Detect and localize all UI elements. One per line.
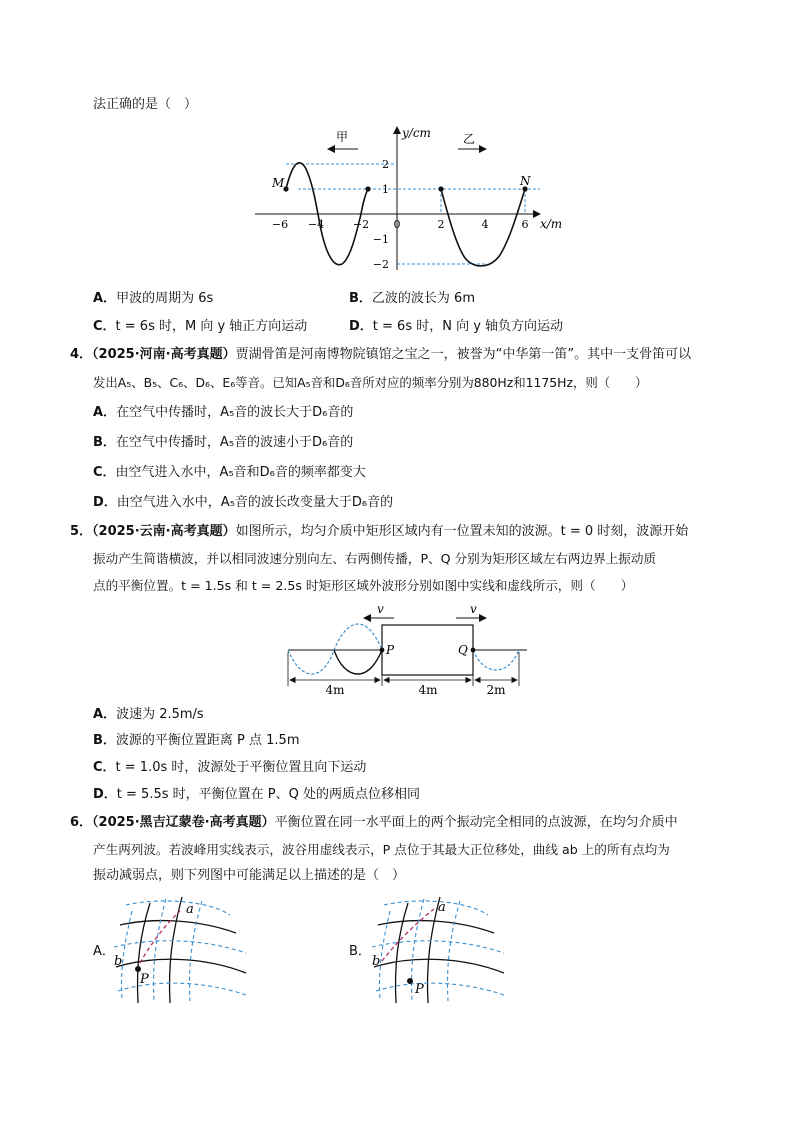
label-b: b (114, 954, 123, 969)
svg-text:−4: −4 (307, 218, 325, 231)
curve-ab (382, 909, 434, 961)
svg-text:1: 1 (382, 183, 389, 196)
option-text: 在空气中传播时，A₅音的波长大于D₆音的 (116, 405, 354, 420)
option-text: 乙波的波长为 6m (371, 291, 475, 306)
wave-yi-start (438, 186, 443, 191)
q5-wave-figure (284, 600, 534, 700)
dimension-label-1: 4m (325, 683, 345, 697)
x-ticks (272, 218, 529, 231)
velocity-left-label: v (377, 602, 384, 616)
label-p: P (415, 982, 424, 997)
wave-dashed-right (473, 650, 519, 670)
option-label: D． (349, 319, 373, 334)
q5-stem-line3: 点的平衡位置。t = 1.5s 和 t = 2.5s 时矩形区域外波形分别如图中实线和虚线所示，则（ ） (93, 578, 634, 593)
option-label: D． (93, 495, 117, 510)
q4-stem-line2: 发出A₅、B₅、C₆、D₆、E₆等音。已知A₅音和D₆音所对应的频率分别为880Hz和1175Hz，则（ ） (93, 375, 648, 390)
option-text: t = 6s 时，M 向 y 轴正方向运动 (115, 319, 308, 334)
q6-stem-line3: 振动减弱点，则下列图中可能满足以上描述的是（ ） (93, 868, 406, 883)
question-source: （2025·黑吉辽蒙卷·高考真题） (92, 815, 275, 830)
velocity-right-label: v (470, 602, 477, 616)
svg-text:6: 6 (521, 218, 529, 231)
question-source: （2025·河南·高考真题） (92, 347, 236, 362)
svg-text:−6: −6 (271, 218, 289, 231)
q4-option-d (93, 493, 393, 513)
q6-option-a-label: A． (93, 944, 115, 959)
question-number: 4． (70, 347, 93, 362)
point-q (471, 648, 476, 653)
point-p (380, 648, 385, 653)
option-text: 波源的平衡位置距离 P 点 1.5m (115, 733, 300, 748)
dimension-label-3: 2m (486, 683, 506, 697)
x-axis-label: x/m (540, 217, 563, 231)
svg-text:0: 0 (393, 218, 401, 231)
point-p-label: P (386, 643, 395, 657)
wave-dashed-left (288, 624, 382, 674)
label-p: P (140, 972, 149, 987)
question-number: 5． (70, 524, 93, 539)
option-label: D． (93, 787, 117, 802)
dimension-label-2: 4m (418, 683, 438, 697)
option-text: t = 5.5s 时，平衡位置在 P、Q 处的两质点位移相同 (116, 787, 420, 802)
q3-option-c (93, 317, 307, 337)
q3-option-b (349, 289, 475, 309)
option-label: B． (93, 435, 116, 450)
q4-option-c (93, 463, 366, 483)
label-a: a (186, 902, 194, 917)
option-label: B． (93, 733, 116, 748)
option-text: t = 6s 时，N 向 y 轴负方向运动 (372, 319, 564, 334)
point-n-label: N (520, 174, 531, 188)
q6-option-a-figure (110, 895, 250, 1005)
wave-yi-label: 乙 (463, 132, 476, 146)
q6-stem-line1 (70, 813, 678, 833)
svg-text:2: 2 (437, 218, 445, 231)
q4-option-a (93, 403, 353, 423)
q4-stem-line1 (70, 345, 691, 365)
wave-jia-label: 甲 (336, 130, 349, 144)
q5-option-d (93, 785, 420, 805)
option-label: C． (93, 465, 116, 480)
option-text: 在空气中传播时，A₅音的波速小于D₆音的 (115, 435, 354, 450)
option-label: B． (349, 291, 372, 306)
point-p-b (407, 978, 413, 984)
q6-stem-line2: 产生两列波。若波峰用实线表示，波谷用虚线表示，P 点位于其最大正位移处，曲线 ab 上的所有点均为 (93, 842, 670, 857)
svg-text:−1: −1 (372, 233, 389, 246)
q5-option-a (93, 705, 204, 725)
option-text: t = 1.0s 时，波源处于平衡位置且向下运动 (115, 760, 367, 775)
q6-option-b-figure (368, 895, 508, 1005)
option-text: 由空气进入水中，A₅音的波长改变量大于D₆音的 (116, 495, 394, 510)
option-label: A． (93, 405, 117, 420)
question-source: （2025·云南·高考真题） (92, 524, 236, 539)
question-text: 贾湖骨笛是河南博物院镇馆之宝之一，被誉为“中华第一笛”。其中一支骨笛可以 (235, 347, 692, 362)
q3-option-d (349, 317, 563, 337)
svg-text:4: 4 (481, 218, 489, 231)
q3-stem-tail: 法正确的是（ ） (93, 97, 198, 112)
q5-stem-line2: 振动产生简谐横波，并以相同波速分别向左、右两侧传播，P、Q 分别为矩形区域左右两边界上振动质 (93, 551, 657, 566)
question-text: 如图所示，均匀介质中矩形区域内有一位置未知的波源。t = 0 时刻，波源开始 (235, 524, 689, 539)
option-label: A． (93, 291, 117, 306)
q5-option-b (93, 731, 300, 751)
q5-option-c (93, 758, 366, 778)
option-label: C． (93, 760, 116, 775)
option-text: 波速为 2.5m/s (116, 707, 204, 722)
option-text: 甲波的周期为 6s (116, 291, 214, 306)
wave-jia-end (365, 186, 370, 191)
point-q-label: Q (458, 643, 468, 657)
svg-text:−2: −2 (352, 218, 370, 231)
svg-text:2: 2 (382, 158, 389, 171)
wave-solid-left (334, 650, 382, 674)
label-b: b (372, 954, 381, 969)
q4-option-b (93, 433, 353, 453)
q5-stem-line1 (70, 522, 688, 542)
option-text: 由空气进入水中，A₅音和D₆音的频率都变大 (115, 465, 366, 480)
point-m-label: M (272, 176, 285, 190)
option-label: A． (93, 707, 117, 722)
y-axis-label: y/cm (402, 126, 431, 140)
q3-option-a (93, 289, 213, 309)
svg-text:−2: −2 (372, 258, 389, 271)
question-text: 平衡位置在同一水平面上的两个振动完全相同的点波源，在均匀介质中 (274, 815, 678, 830)
q6-option-b-label: B． (349, 944, 371, 959)
option-label: C． (93, 319, 116, 334)
question-number: 6． (70, 815, 93, 830)
q3-wave-figure (250, 125, 570, 275)
label-a: a (438, 900, 446, 915)
